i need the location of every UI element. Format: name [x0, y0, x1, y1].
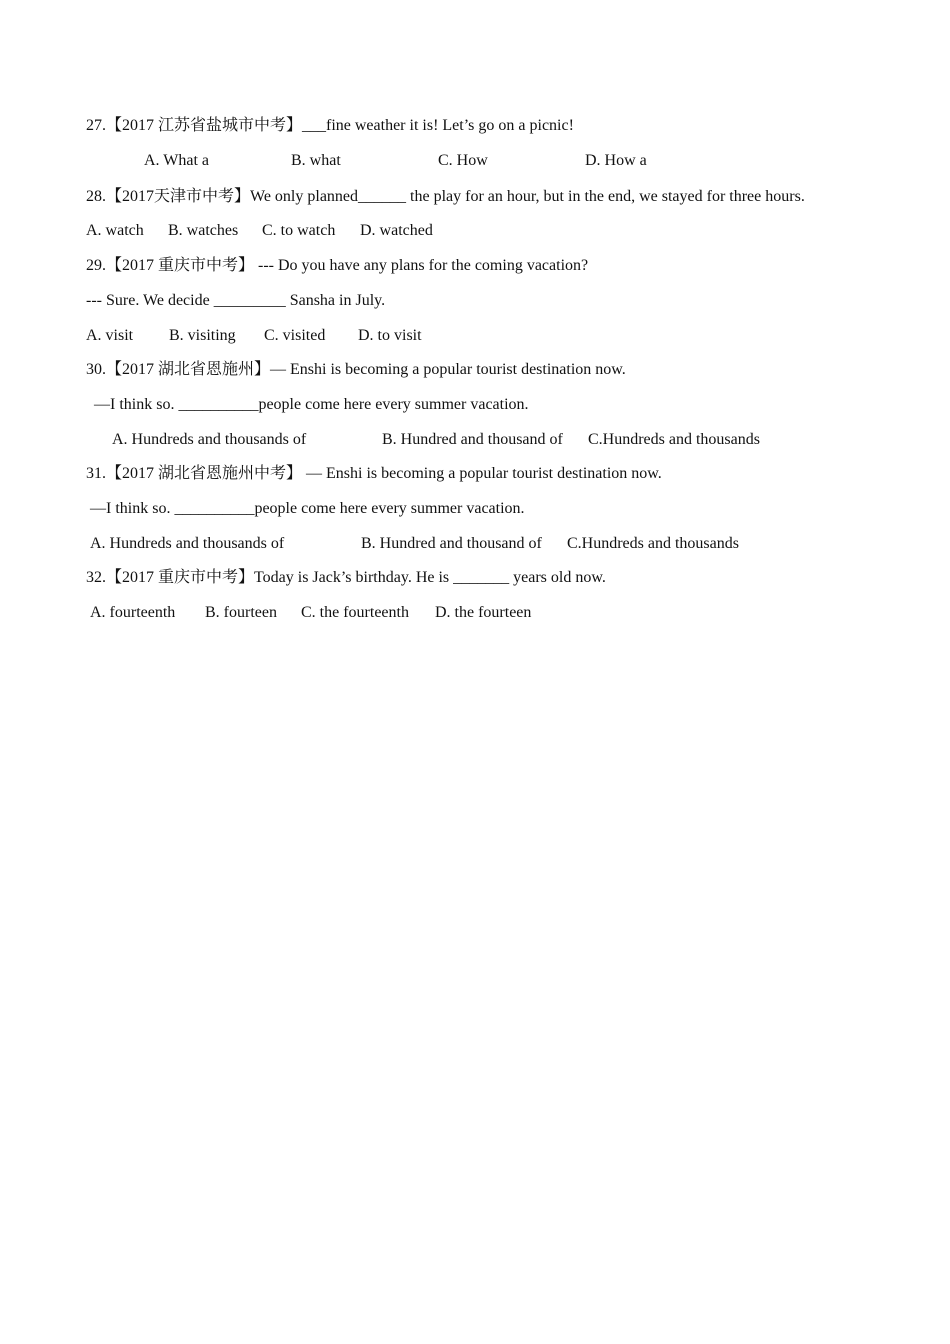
question-27-option-d: D. How a [585, 152, 647, 169]
question-27-stem: 27.【2017 江苏省盐城市中考】___fine weather it is! Let’s go on a picnic! [86, 117, 574, 134]
question-30-option-c: C.Hundreds and thousands [588, 431, 760, 448]
question-29-dialog: --- Sure. We decide _________ Sansha in July. [86, 292, 386, 309]
question-29-option-a: A. visit [86, 327, 134, 344]
question-28-option-a: A. watch [86, 222, 144, 239]
question-31-option-b: B. Hundred and thousand of [361, 535, 542, 552]
question-29-option-d: D. to visit [358, 327, 422, 344]
question-32-stem: 32.【2017 重庆市中考】Today is Jack’s birthday. He is _______ years old now. [86, 569, 606, 586]
question-29-stem: 29.【2017 重庆市中考】 --- Do you have any plans for the coming vacation? [86, 257, 589, 274]
question-30-option-a: A. Hundreds and thousands of [112, 431, 307, 448]
question-31-stem: 31.【2017 湖北省恩施州中考】 — Enshi is becoming a popular tourist destination now. [86, 465, 662, 482]
question-29-option-c: C. visited [264, 327, 326, 344]
question-32-option-a: A. fourteenth [90, 604, 176, 621]
question-28-option-b: B. watches [168, 222, 239, 239]
question-28-option-c: C. to watch [262, 222, 336, 239]
question-32-option-b: B. fourteen [205, 604, 277, 621]
question-27-option-a: A. What a [144, 152, 210, 169]
question-29-option-b: B. visiting [169, 327, 236, 344]
question-31-dialog: —I think so. __________people come here every summer vacation. [90, 500, 525, 517]
question-31-option-c: C.Hundreds and thousands [567, 535, 739, 552]
question-30-dialog: —I think so. __________people come here every summer vacation. [94, 396, 529, 413]
question-32-option-c: C. the fourteenth [301, 604, 409, 621]
question-30-stem: 30.【2017 湖北省恩施州】— Enshi is becoming a popular tourist destination now. [86, 361, 626, 378]
question-28-stem: 28.【2017天津市中考】We only planned______ the play for an hour, but in the end, we stayed for three hours. [86, 188, 805, 205]
question-30-option-b: B. Hundred and thousand of [382, 431, 563, 448]
question-31-option-a: A. Hundreds and thousands of [90, 535, 285, 552]
question-27-option-c: C. How [438, 152, 488, 169]
question-28-option-d: D. watched [360, 222, 433, 239]
question-32-option-d: D. the fourteen [435, 604, 532, 621]
question-27-option-b: B. what [291, 152, 341, 169]
